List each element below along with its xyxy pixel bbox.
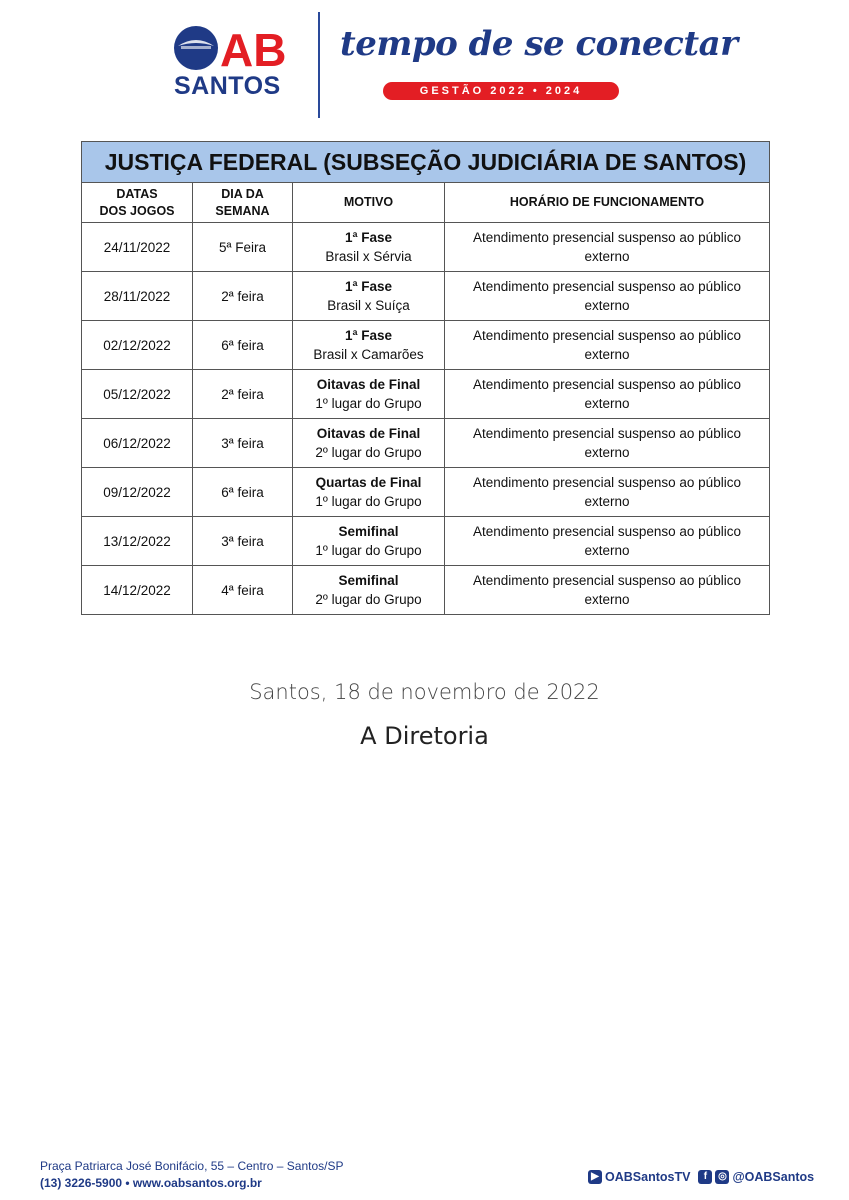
row-date: 09/12/2022 [82,468,193,517]
row-motivo [293,272,445,321]
table-row [82,370,770,419]
row-date: 14/12/2022 [82,566,193,615]
table-row [82,468,770,517]
motivo-subtitle: Brasil x Sérvia [325,249,412,264]
row-horario [445,223,770,272]
horario-text: Atendimento presencial suspenso ao público externo [473,328,741,362]
table-header-row [82,183,770,223]
motivo-subtitle: 1º lugar do Grupo [315,543,422,558]
horario-text: Atendimento presencial suspenso ao público externo [473,475,741,509]
header-dates-line2: DOS JOGOS [99,203,175,218]
motivo-subtitle: 1º lugar do Grupo [315,494,422,509]
horario-text: Atendimento presencial suspenso ao público externo [473,230,741,264]
row-horario [445,321,770,370]
table-row [82,321,770,370]
horario-text: Atendimento presencial suspenso ao público externo [473,573,741,607]
row-date: 02/12/2022 [82,321,193,370]
row-day: 3ª feira [193,419,293,468]
row-day: 4ª feira [193,566,293,615]
table-row [82,566,770,615]
gestao-badge: GESTÃO 2022 • 2024 [383,82,619,100]
oab-santos-logo [170,22,292,100]
horario-text: Atendimento presencial suspenso ao público externo [473,426,741,460]
motivo-title: Semifinal [338,573,399,588]
header-day-line2: SEMANA [215,203,270,218]
motivo-title: 1ª Fase [344,328,393,343]
row-horario [445,272,770,321]
row-motivo [293,566,445,615]
table-title: JUSTIÇA FEDERAL (SUBSEÇÃO JUDICIÁRIA DE SANTOS) [82,142,770,183]
motivo-title: Semifinal [338,524,399,539]
row-day: 6ª feira [193,321,293,370]
table-row [82,517,770,566]
table-row [82,419,770,468]
row-day: 6ª feira [193,468,293,517]
header-motivo: MOTIVO [293,183,445,223]
header-divider [318,12,320,118]
place-date: Santos, 18 de novembro de 2022 [249,680,600,704]
row-date: 13/12/2022 [82,517,193,566]
row-horario [445,419,770,468]
slogan: tempo de se conectar [340,24,738,64]
footer-social [588,1168,814,1186]
contact-line: (13) 3226-5900 • www.oabsantos.org.br [40,1176,262,1190]
motivo-title: Oitavas de Final [316,377,421,392]
page-header [0,0,849,130]
address-line: Praça Patriarca José Bonifácio, 55 – Centro – Santos/SP [40,1159,344,1173]
motivo-subtitle: 1º lugar do Grupo [315,396,422,411]
header-dates-line1: DATAS [116,186,158,201]
motivo-title: Quartas de Final [315,475,422,490]
horario-text: Atendimento presencial suspenso ao público externo [473,279,741,313]
table-row [82,272,770,321]
oab-logo-mark [172,24,290,72]
row-date: 28/11/2022 [82,272,193,321]
social-handle: @OABSantos [732,1170,815,1184]
row-horario [445,468,770,517]
row-date: 05/12/2022 [82,370,193,419]
footer-address [40,1158,344,1192]
row-horario [445,566,770,615]
youtube-icon: ▶ [588,1170,602,1184]
motivo-title: 1ª Fase [344,230,393,245]
row-horario [445,370,770,419]
instagram-icon: ◎ [715,1170,729,1184]
header-day [193,183,293,223]
logo-text: SANTOS [174,72,281,100]
youtube-handle: OABSantosTV [605,1170,691,1184]
schedule-table [81,141,770,615]
row-day: 2ª feira [193,370,293,419]
header-day-line1: DIA DA [221,186,264,201]
signature: A Diretoria [360,722,489,750]
row-motivo [293,370,445,419]
row-date: 24/11/2022 [82,223,193,272]
motivo-title: 1ª Fase [344,279,393,294]
row-horario [445,517,770,566]
motivo-subtitle: Brasil x Suíça [327,298,410,313]
horario-text: Atendimento presencial suspenso ao público externo [473,377,741,411]
row-motivo [293,321,445,370]
row-motivo [293,468,445,517]
row-day: 5ª Feira [193,223,293,272]
facebook-icon: f [698,1170,712,1184]
motivo-subtitle: 2º lugar do Grupo [315,445,422,460]
row-day: 3ª feira [193,517,293,566]
row-motivo [293,517,445,566]
motivo-subtitle: 2º lugar do Grupo [315,592,422,607]
table-body [82,223,770,615]
row-date: 06/12/2022 [82,419,193,468]
header-dates [82,183,193,223]
row-motivo [293,223,445,272]
row-motivo [293,419,445,468]
motivo-title: Oitavas de Final [316,426,421,441]
header-horario: HORÁRIO DE FUNCIONAMENTO [445,183,770,223]
svg-text:AB: AB [220,24,287,72]
row-day: 2ª feira [193,272,293,321]
horario-text: Atendimento presencial suspenso ao público externo [473,524,741,558]
motivo-subtitle: Brasil x Camarões [313,347,424,362]
schedule-table-wrapper [81,141,769,615]
table-row [82,223,770,272]
